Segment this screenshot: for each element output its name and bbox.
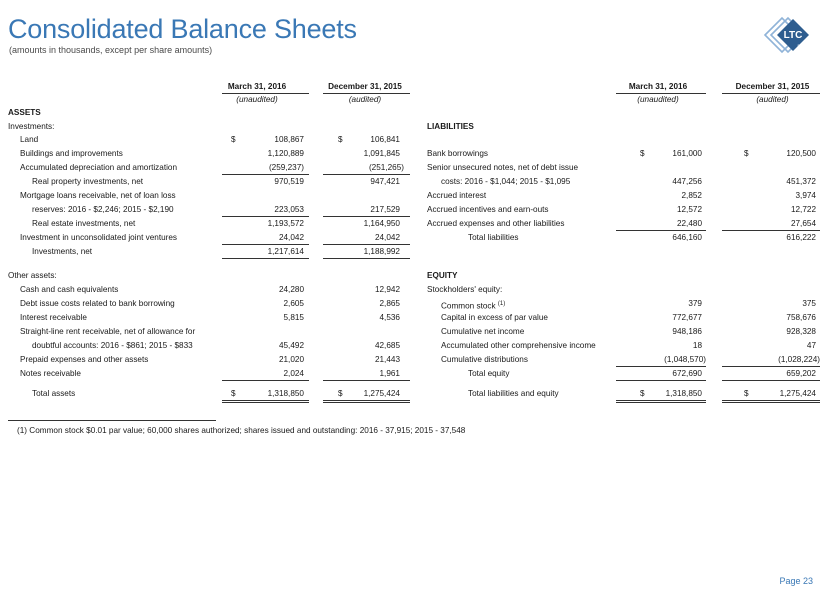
row-label: Cumulative distributions: [441, 355, 528, 364]
total-double-rule: [222, 400, 309, 403]
subtotal-rule: [323, 244, 410, 245]
total-liabilities-label: Total liabilities: [468, 233, 519, 242]
value-dec-2015: 12,722: [790, 205, 816, 214]
col-header-dec-2015: December 31, 2015: [328, 82, 402, 91]
row-label: Bank borrowings: [427, 149, 488, 158]
value-dec-2015: 4,536: [379, 313, 400, 322]
value-dec-2015: 1,164,950: [363, 219, 400, 228]
subtotal-rule: [222, 174, 309, 175]
currency-symbol: $: [338, 389, 343, 398]
value-mar-2016: 948,186: [672, 327, 702, 336]
subtotal-rule: [616, 366, 706, 367]
value-mar-2016: (259,237): [268, 163, 304, 172]
currency-symbol: $: [640, 389, 645, 398]
total-double-rule: [616, 400, 706, 403]
value-dec-2015: 758,676: [786, 313, 816, 322]
footnote-ref: (1): [497, 301, 506, 307]
value-dec-2015: (251,265): [368, 163, 404, 172]
row-label: Buildings and improvements: [20, 149, 123, 158]
col-rule: [323, 93, 410, 94]
value-mar-2016: 21,020: [278, 355, 304, 364]
liabilities-heading: LIABILITIES: [427, 122, 474, 131]
col-header-mar-2016: March 31, 2016: [628, 82, 688, 91]
currency-symbol: $: [640, 149, 645, 158]
value-dec-2015: 1,091,845: [363, 149, 400, 158]
row-label: Capital in excess of par value: [441, 313, 548, 322]
value-dec-2015: 1,188,992: [363, 247, 400, 256]
total-le-dec-2015: 1,275,424: [779, 389, 816, 398]
value-mar-2016: 447,256: [672, 177, 702, 186]
currency-symbol: $: [231, 389, 236, 398]
value-dec-2015: 375: [802, 299, 816, 308]
col-note-unaudited: (unaudited): [637, 95, 679, 104]
footnote-divider: [8, 420, 216, 421]
value-dec-2015: 659,202: [786, 369, 816, 378]
subtotal-rule: [323, 380, 410, 381]
equity-heading: EQUITY: [427, 271, 458, 280]
row-label: reserves: 2016 - $2,246; 2015 - $2,190: [32, 205, 174, 214]
total-double-rule: [722, 400, 820, 403]
row-label: Notes receivable: [20, 369, 81, 378]
subtotal-rule: [722, 380, 820, 381]
value-dec-2015: 1,961: [379, 369, 400, 378]
row-label: Real property investments, net: [32, 177, 144, 186]
row-label: Investment in unconsolidated joint ventures: [20, 233, 178, 242]
col-rule: [616, 93, 706, 94]
value-mar-2016: 970,519: [274, 177, 304, 186]
value-dec-2015: (1,028,224): [778, 355, 820, 364]
total-le-mar-2016: 1,318,850: [665, 389, 702, 398]
footnote: (1) Common stock $0.01 par value; 60,000 shares authorized; shares issued and outstanding: 2016 - 37,915; 2015 - 37,548: [17, 426, 466, 435]
balance-sheet: [0, 78, 830, 408]
subtotal-rule: [616, 380, 706, 381]
currency-symbol: $: [744, 389, 749, 398]
value-mar-2016: 2,605: [283, 299, 304, 308]
total-assets-dec-2015: 1,275,424: [363, 389, 400, 398]
value-dec-2015: 3,974: [795, 191, 816, 200]
value-dec-2015: 451,372: [786, 177, 816, 186]
assets-heading: ASSETS: [8, 108, 41, 117]
value-dec-2015: 21,443: [374, 355, 400, 364]
value-mar-2016: 1,217,614: [267, 247, 304, 256]
row-label: Accumulated other comprehensive income: [441, 341, 596, 350]
subtotal-rule: [323, 216, 410, 217]
row-label: Debt issue costs related to bank borrowing: [20, 299, 175, 308]
value-dec-2015: 120,500: [786, 149, 816, 158]
page-number: Page 23: [779, 576, 813, 586]
common-stock-label: Common stock: [441, 301, 496, 311]
value-dec-2015: 47: [806, 341, 816, 350]
subtotal-rule: [722, 230, 820, 231]
row-label: [441, 299, 505, 312]
value-mar-2016: 223,053: [274, 205, 304, 214]
value-mar-2016: 18: [692, 341, 702, 350]
total-double-rule: [323, 400, 410, 403]
row-label: Cash and cash equivalents: [20, 285, 119, 294]
col-note-audited: (audited): [756, 95, 789, 104]
subtotal-rule: [222, 258, 309, 259]
row-label: Land: [20, 135, 39, 144]
currency-symbol: $: [338, 135, 343, 144]
row-label: Accrued incentives and earn-outs: [427, 205, 549, 214]
value-dec-2015: 42,685: [374, 341, 400, 350]
value-mar-2016: 108,867: [274, 135, 304, 144]
logo-text: LTC: [783, 30, 803, 41]
value-mar-2016: 1,193,572: [267, 219, 304, 228]
col-header-mar-2016: March 31, 2016: [227, 82, 287, 91]
value-mar-2016: 161,000: [672, 149, 702, 158]
value-mar-2016: (1,048,570): [664, 355, 706, 364]
row-label: Interest receivable: [20, 313, 87, 322]
value-mar-2016: 22,480: [676, 219, 702, 228]
value-dec-2015: 12,942: [374, 285, 400, 294]
subtotal-rule: [323, 174, 410, 175]
value-mar-2016: 45,492: [278, 341, 304, 350]
total-liabilities-equity-label: Total liabilities and equity: [468, 389, 559, 398]
value-mar-2016: 5,815: [283, 313, 304, 322]
value-mar-2016: 24,042: [278, 233, 304, 242]
value-mar-2016: 12,572: [676, 205, 702, 214]
value-dec-2015: 616,222: [786, 233, 816, 242]
col-note-audited: (audited): [348, 95, 382, 104]
col-note-unaudited: (unaudited): [236, 95, 278, 104]
row-label: Accrued expenses and other liabilities: [427, 219, 565, 228]
col-rule: [222, 93, 309, 94]
other-assets-label: Other assets:: [8, 271, 57, 280]
total-assets-mar-2016: 1,318,850: [267, 389, 304, 398]
page-title: Consolidated Balance Sheets: [8, 14, 357, 44]
value-mar-2016: 2,024: [283, 369, 304, 378]
total-assets-label: Total assets: [32, 389, 76, 398]
row-label: costs: 2016 - $1,044; 2015 - $1,095: [441, 177, 571, 186]
subtotal-rule: [222, 216, 309, 217]
value-mar-2016: 1,120,889: [267, 149, 304, 158]
page-subtitle: (amounts in thousands, except per share amounts): [9, 45, 213, 55]
value-mar-2016: 772,677: [672, 313, 702, 322]
currency-symbol: $: [744, 149, 749, 158]
stockholders-equity-label: Stockholders' equity:: [427, 285, 503, 294]
value-dec-2015: 947,421: [370, 177, 400, 186]
row-label: Accrued interest: [427, 191, 487, 200]
row-label: Accumulated depreciation and amortization: [20, 163, 178, 172]
value-mar-2016: 672,690: [672, 369, 702, 378]
ltc-logo: [755, 10, 815, 60]
col-rule: [722, 93, 820, 94]
logo-subtext: REIT: [797, 43, 807, 48]
value-mar-2016: 379: [688, 299, 702, 308]
subtotal-rule: [222, 380, 309, 381]
total-equity-label: Total equity: [468, 369, 510, 378]
row-label: Cumulative net income: [441, 327, 525, 336]
row-label: Mortgage loans receivable, net of loan loss: [20, 191, 176, 200]
value-dec-2015: 106,841: [370, 135, 400, 144]
currency-symbol: $: [231, 135, 236, 144]
value-dec-2015: 27,654: [790, 219, 816, 228]
row-label: Straight-line rent receivable, net of allowance for: [20, 327, 196, 336]
value-mar-2016: 2,852: [681, 191, 702, 200]
row-label: Prepaid expenses and other assets: [20, 355, 149, 364]
value-dec-2015: 217,529: [370, 205, 400, 214]
row-label: Senior unsecured notes, net of debt issue: [427, 163, 579, 172]
value-dec-2015: 928,328: [786, 327, 816, 336]
value-dec-2015: 2,865: [379, 299, 400, 308]
investments-label: Investments:: [8, 122, 55, 131]
row-label: Investments, net: [32, 247, 93, 256]
value-dec-2015: 24,042: [374, 233, 400, 242]
row-label: Real estate investments, net: [32, 219, 136, 228]
subtotal-rule: [222, 244, 309, 245]
value-mar-2016: 24,280: [278, 285, 304, 294]
subtotal-rule: [323, 258, 410, 259]
col-header-dec-2015: December 31, 2015: [735, 82, 810, 91]
subtotal-rule: [722, 366, 820, 367]
row-label: doubtful accounts: 2016 - $861; 2015 - $833: [32, 341, 193, 350]
subtotal-rule: [616, 230, 706, 231]
value-mar-2016: 646,160: [672, 233, 702, 242]
